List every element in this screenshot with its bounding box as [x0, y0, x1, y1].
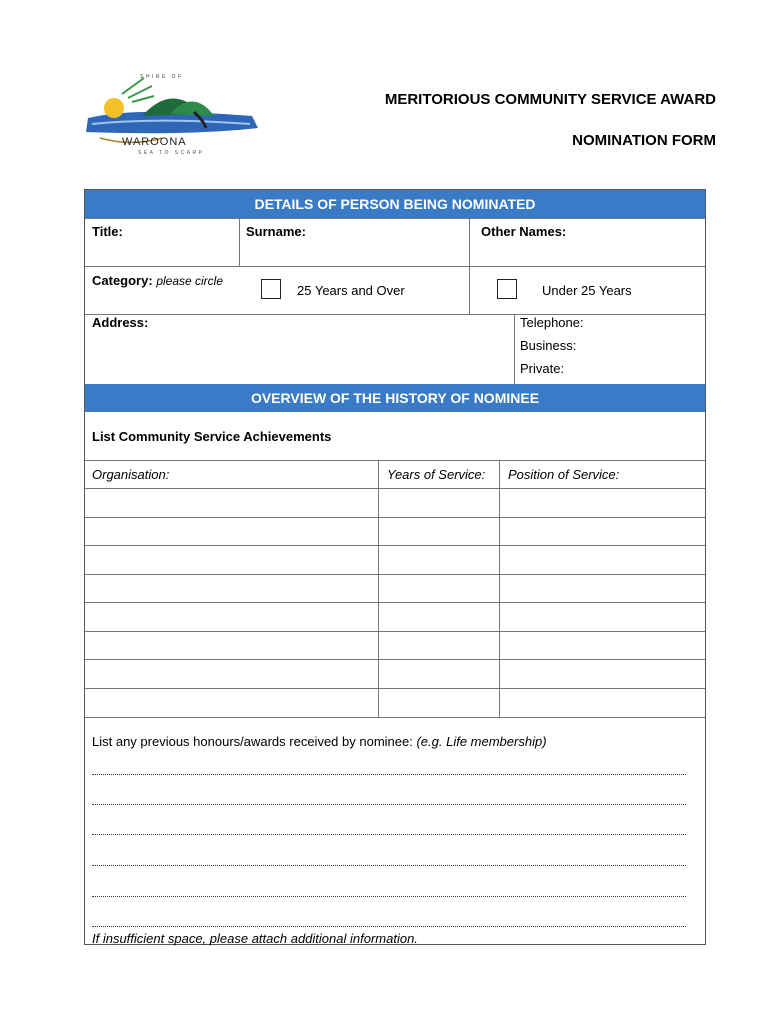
honours-label: List any previous honours/awards received by nominee: — [92, 734, 413, 749]
honours-line-1[interactable] — [92, 774, 686, 775]
option-25-and-over: 25 Years and Over — [297, 283, 405, 298]
honours-line-6[interactable] — [92, 926, 686, 927]
title-label: Title: — [92, 224, 123, 239]
honours-line-4[interactable] — [92, 865, 686, 866]
logo-name: WAROONA — [122, 136, 187, 148]
category-label-group — [92, 273, 223, 288]
section-heading-history: OVERVIEW OF THE HISTORY OF NOMINEE — [85, 384, 705, 412]
telephone-label: Telephone: — [520, 315, 584, 330]
col-position-of-service: Position of Service: — [508, 467, 620, 482]
surname-label: Surname: — [246, 224, 306, 239]
option-under-25: Under 25 Years — [542, 283, 632, 298]
col-organisation: Organisation: — [92, 467, 170, 482]
private-label: Private: — [520, 361, 565, 376]
category-label: Category: — [92, 273, 153, 288]
footer-note: If insufficient space, please attach additional information. — [92, 931, 418, 946]
logo-top-text: SHIRE OF — [140, 74, 184, 80]
checkbox-25-and-over[interactable] — [261, 279, 281, 299]
business-label: Business: — [520, 338, 577, 353]
honours-example: (e.g. Life membership) — [416, 734, 547, 749]
logo-tagline: SEA TO SCARP — [138, 150, 205, 156]
honours-line-3[interactable] — [92, 834, 686, 835]
honours-line-5[interactable] — [92, 896, 686, 897]
category-hint: please circle — [156, 274, 224, 288]
honours-label-group — [92, 734, 547, 749]
col-years-of-service: Years of Service: — [387, 467, 486, 482]
page-title: MERITORIOUS COMMUNITY SERVICE AWARD — [384, 91, 716, 108]
honours-line-2[interactable] — [92, 804, 686, 805]
nomination-form — [84, 189, 706, 945]
other-names-label: Other Names: — [481, 224, 567, 239]
shire-logo — [82, 72, 262, 162]
section-heading-details: DETAILS OF PERSON BEING NOMINATED — [85, 190, 705, 218]
checkbox-under-25[interactable] — [497, 279, 517, 299]
page-subtitle: NOMINATION FORM — [572, 132, 716, 149]
achievements-label: List Community Service Achievements — [92, 429, 332, 444]
address-label: Address: — [92, 315, 149, 330]
